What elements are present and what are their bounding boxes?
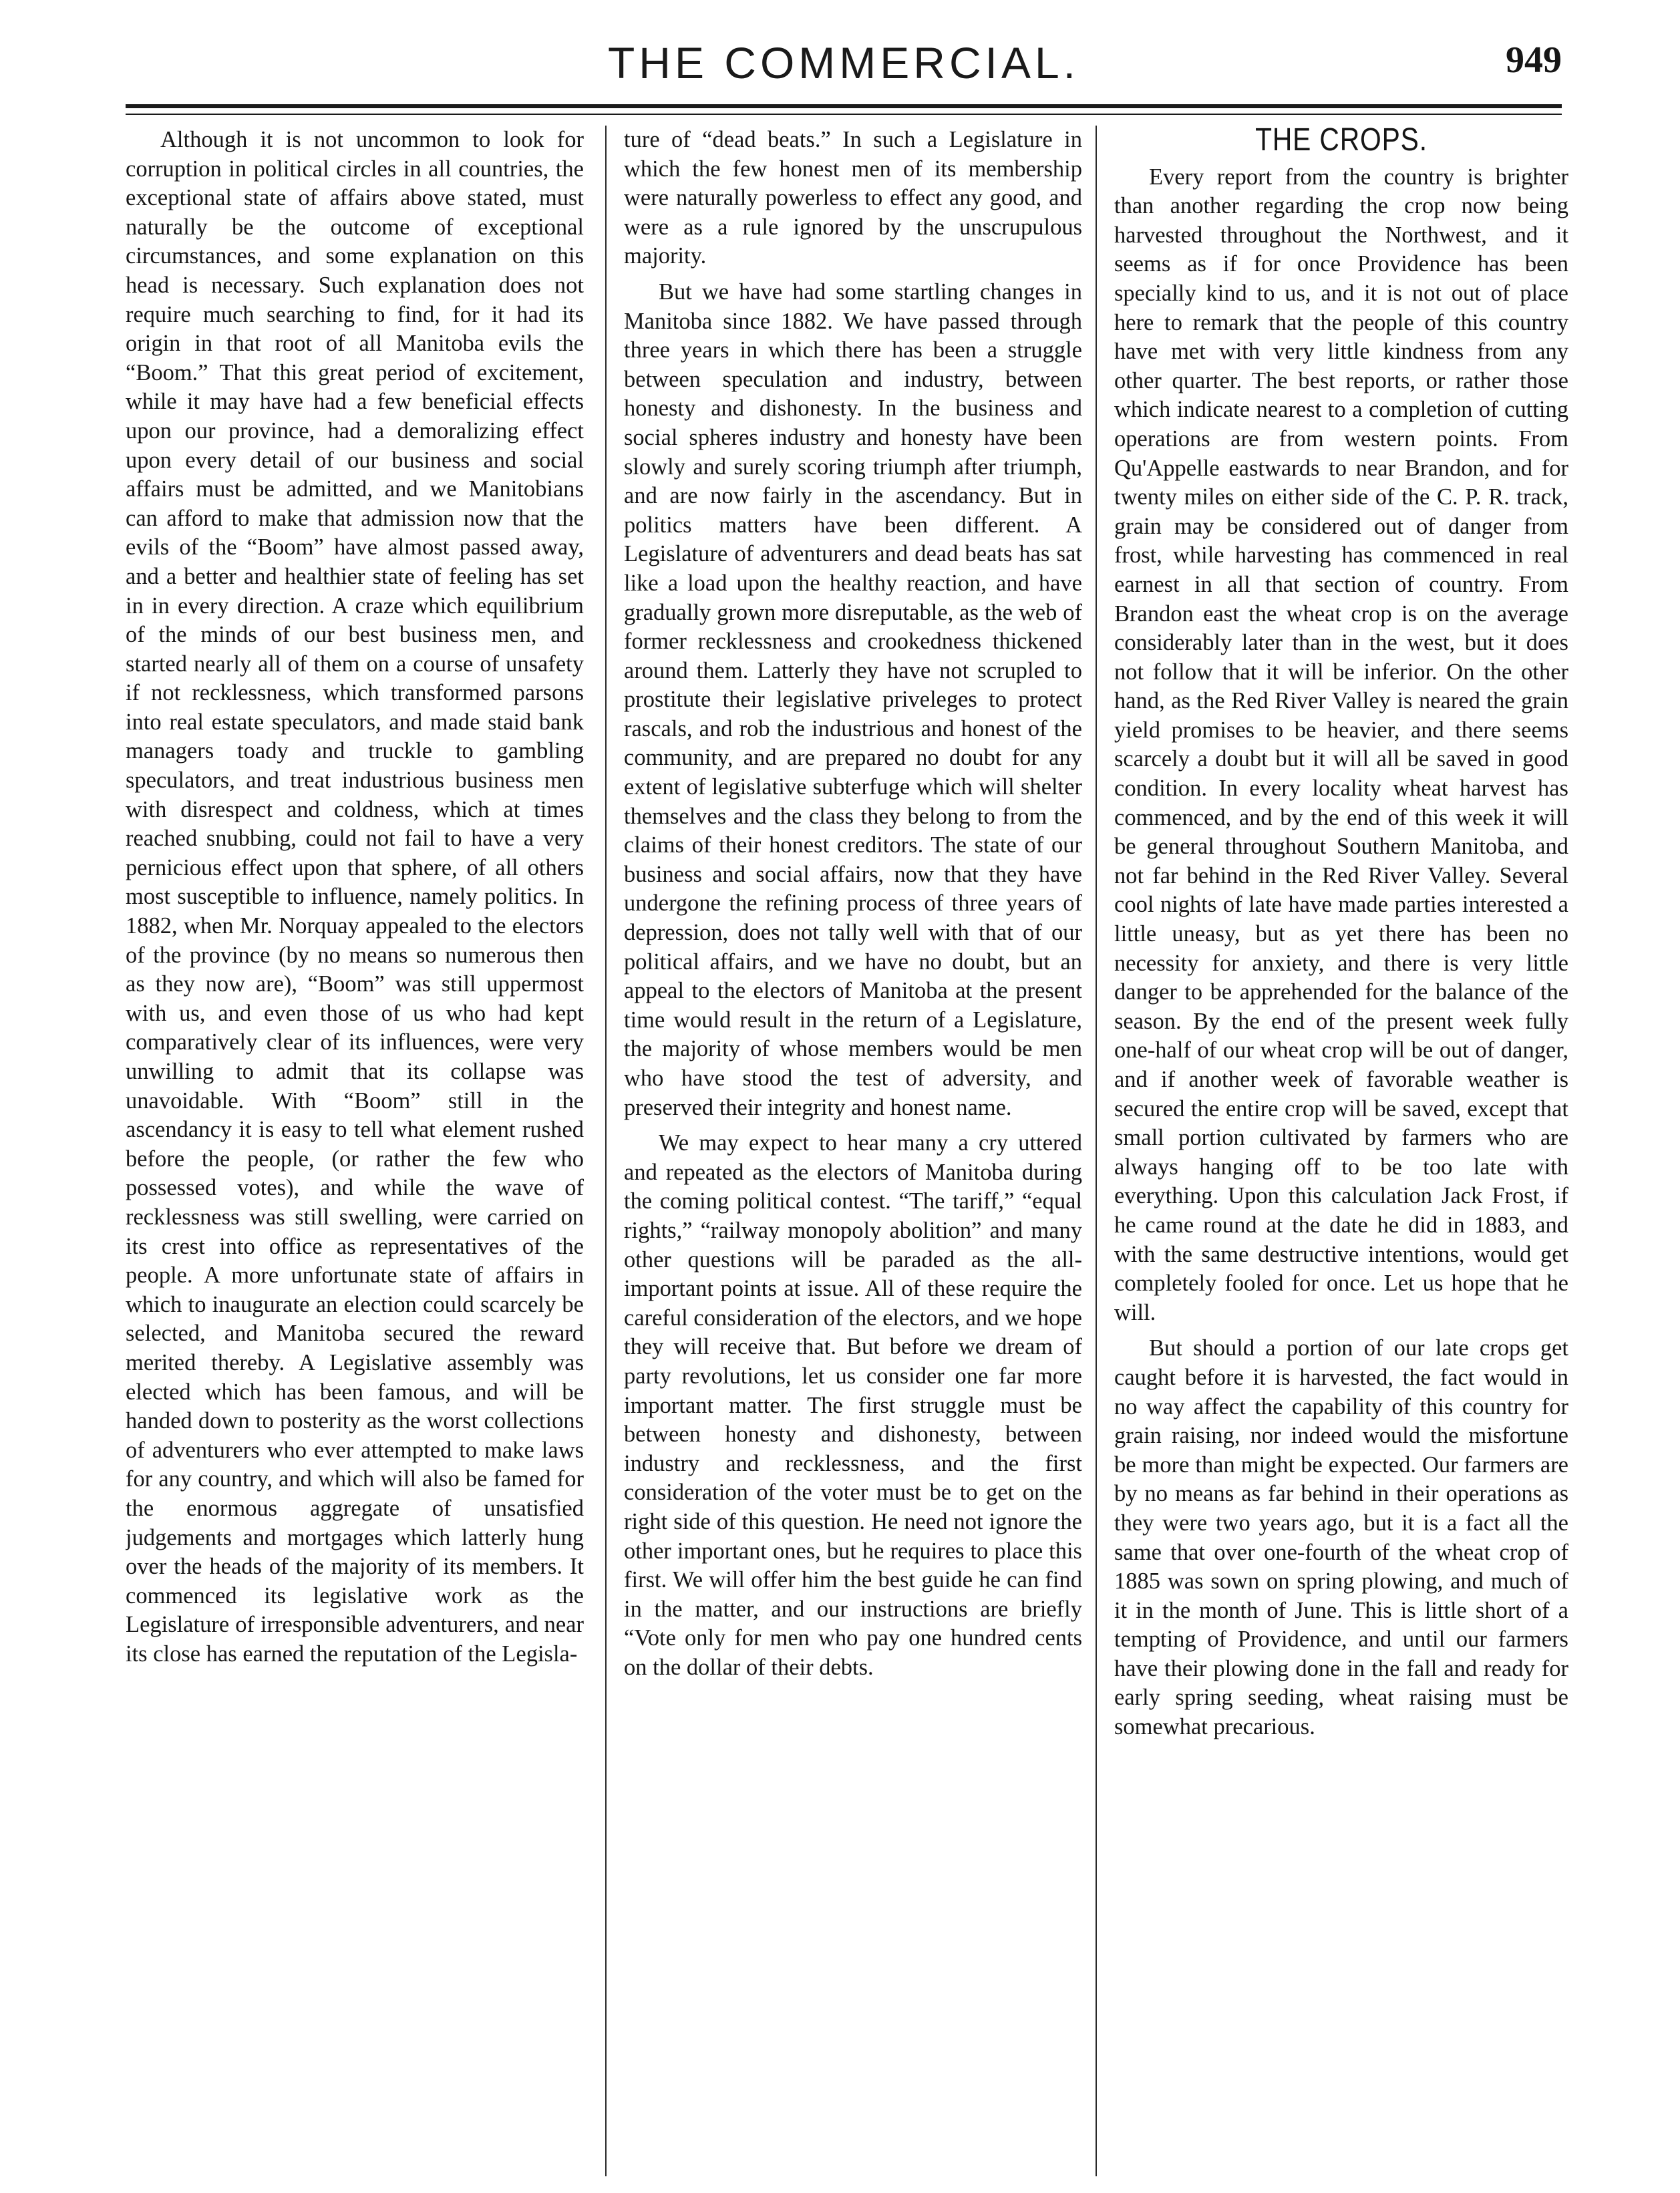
section-heading: THE CROPS. [1255,126,1427,158]
header-rule-thin [126,114,1562,115]
crops-paragraph: Every report from the country is brighter than another regarding the crop now being harvested throughout the Northwest, and it seems as if for once Providence has been specially kind to us, and it is not out of place here to remark that the people of this country have met with very little kindness from any other quarter. The best reports, or rather those which indicate nearest to a completion of cutting operations are from western points. From Qu'Appelle eastwards to near Brandon, and for twenty miles on either side of the C. P. R. track, grain may be considered out of danger from frost, while harvesting has commenced in real earnest in all that section of country. From Brandon east the wheat crop is on the average considerably later than in the west, but it does not follow that it will be inferior. On the other hand, as the Red River Valley is neared the grain yield promises to be heavier, and there seems scarcely a doubt but it will all be saved in good condition. In every locality wheat harvest has commenced, and by the end of this week it will be general throughout Southern Manitoba, and not far behind in the Red River Valley. Several cool nights of late have made parties interested a little uneasy, but as yet there has been no necessity for anxiety, and there is very little danger to be apprehended for the balance of the season. By the end of the present week fully one-half of our wheat crop will be out of danger, and if another week of favorable weather is secured the entire crop will be saved, except that small portion cultivated by farmers who are always hanging off to be too late with everything. Upon this calculation Jack Frost, if he came round at the date he did in 1883, and with the same destructive intentions, would get completely fooled for once. Let us hope that he will. [1114,164,1568,1325]
column-3 [1114,126,1568,2163]
editorial-paragraph: We may expect to hear many a cry uttered and repeated as the electors of Manitoba during the coming political contest. “The tariff,” “equal rights,” “railway monopoly abolition” and many other questions will be paraded as the all-important points at issue. All of these require the careful consideration of the electors, and we hope they will receive that. But before we dream of party revolutions, let us consider one far more important matter. The first struggle must be between honesty and dishonesty, between industry and recklessness, and the first consideration of the voter must be to get on the right side of this question. He need not ignore the other important ones, but he requires to place this first. We will offer him the best guide he can find in the matter, and our instructions are briefly “Vote only for men who pay one hundred cents on the dollar of their debts. [624,1130,1082,1680]
crops-paragraph: But should a portion of our late crops get caught before it is harvested, the fact would in no way affect the capability of this country for grain raising, nor indeed would the misfortune be more than might be expected. Our farmers are by no means as far behind in their operations as they were two years ago, but it is a fact all the same that over one-fourth of the wheat crop of 1885 was sown on spring plowing, and much of it in the month of June. This is little short of a tempting of Providence, and until our farmers have their plowing done in the fall and ready for early spring seeding, wheat raising must be somewhat precarious. [1114,1335,1568,1740]
masthead [126,37,1562,99]
editorial-paragraph: But we have had some startling changes in Manitoba since 1882. We have passed through three years in which there has been a struggle between speculation and industry, between honesty and dishonesty. In the business and social spheres industry and honesty have been slowly and surely scoring triumph after triumph, and are now fairly in the ascendancy. But in politics matters have been different. A Legislature of adventurers and dead beats has sat like a load upon the healthy reaction, and have gradually grown more disreputable, as the web of former recklessness and crookedness thickened around them. Latterly they have not scrupled to prostitute their legislative priveleges to protect rascals, and rob the industrious and honest of the community, and are prepared no doubt for any extent of legislative subterfuge which will shelter themselves and the class they belong to from the claims of their honest creditors. The state of our business and social affairs, now that they have undergone the refining process of three years of depression, does not tally well with that of our political affairs, and we have no doubt, but an appeal to the electors of Manitoba at the present time would result in the return of a Legislature, the majority of whose members would be men who have stood the test of adversity, and preserved their integrity and honest name. [624,279,1082,1120]
column-2 [624,126,1082,2163]
publication-title: THE COMMERCIAL. [607,38,1080,88]
column-1 [126,126,584,2163]
page-number: 949 [1506,39,1562,81]
header-rule-thick [126,104,1562,108]
column-divider [1096,126,1097,2176]
column-divider [605,126,607,2176]
editorial-paragraph-continued: ture of “dead beats.” In such a Legislature in which the few honest men of its membership were naturally powerless to effect any good, and were as a rule ignored by the unscrupulous majority. [624,127,1082,269]
editorial-paragraph: Although it is not uncommon to look for corruption in political circles in all countries, the exceptional state of affairs above stated, must naturally be the outcome of exceptional circumstances, and some explanation on this head is necessary. Such explanation does not require much searching to find, for it had its origin in that root of all Manitoba evils the “Boom.” That this great period of excitement, while it may have had a few beneficial effects upon our province, had a demoralizing effect upon every detail of our business and social affairs must be admitted, and we Manitobians can afford to make that admission now that the evils of the “Boom” have almost passed away, and a better and healthier state of feeling has set in in every direction. A craze which equilibrium of the minds of our best business men, and started nearly all of them on a course of unsafety if not recklessness, which transformed parsons into real estate speculators, and made staid bank managers toady and truckle to gambling speculators, and treat industrious business men with disrespect and coldness, which at times reached snubbing, could not fail to have a very pernicious effect upon that sphere, of all others most susceptible to influence, namely politics. In 1882, when Mr. Norquay appealed to the electors of the province (by no means so numerous then as they now are), “Boom” was still uppermost with us, and even those of us who had kept comparatively clear of its influences, were very unwilling to admit that its collapse was unavoidable. With “Boom” still in the ascendancy it is easy to tell what element rushed before the people, (or rather the few who possessed votes), and while the wave of recklessness was still swelling, were carried on its crest into office as representatives of the people. A more unfortunate state of affairs in which to inaugurate an election could scarcely be selected, and Manitoba secured the reward merited thereby. A Legislative assembly was elected which has been famous, and will be handed down to posterity as the worst collections of adventurers who ever attempted to make laws for any country, and which will also be famed for the enormous aggregate of unsatisfied judgements and mortgages which latterly hung over the heads of the majority of its members. It commenced its legislative work as the Legislature of irresponsible adventurers, and near its close has earned the reputation of the Legisla- [126,127,584,1667]
